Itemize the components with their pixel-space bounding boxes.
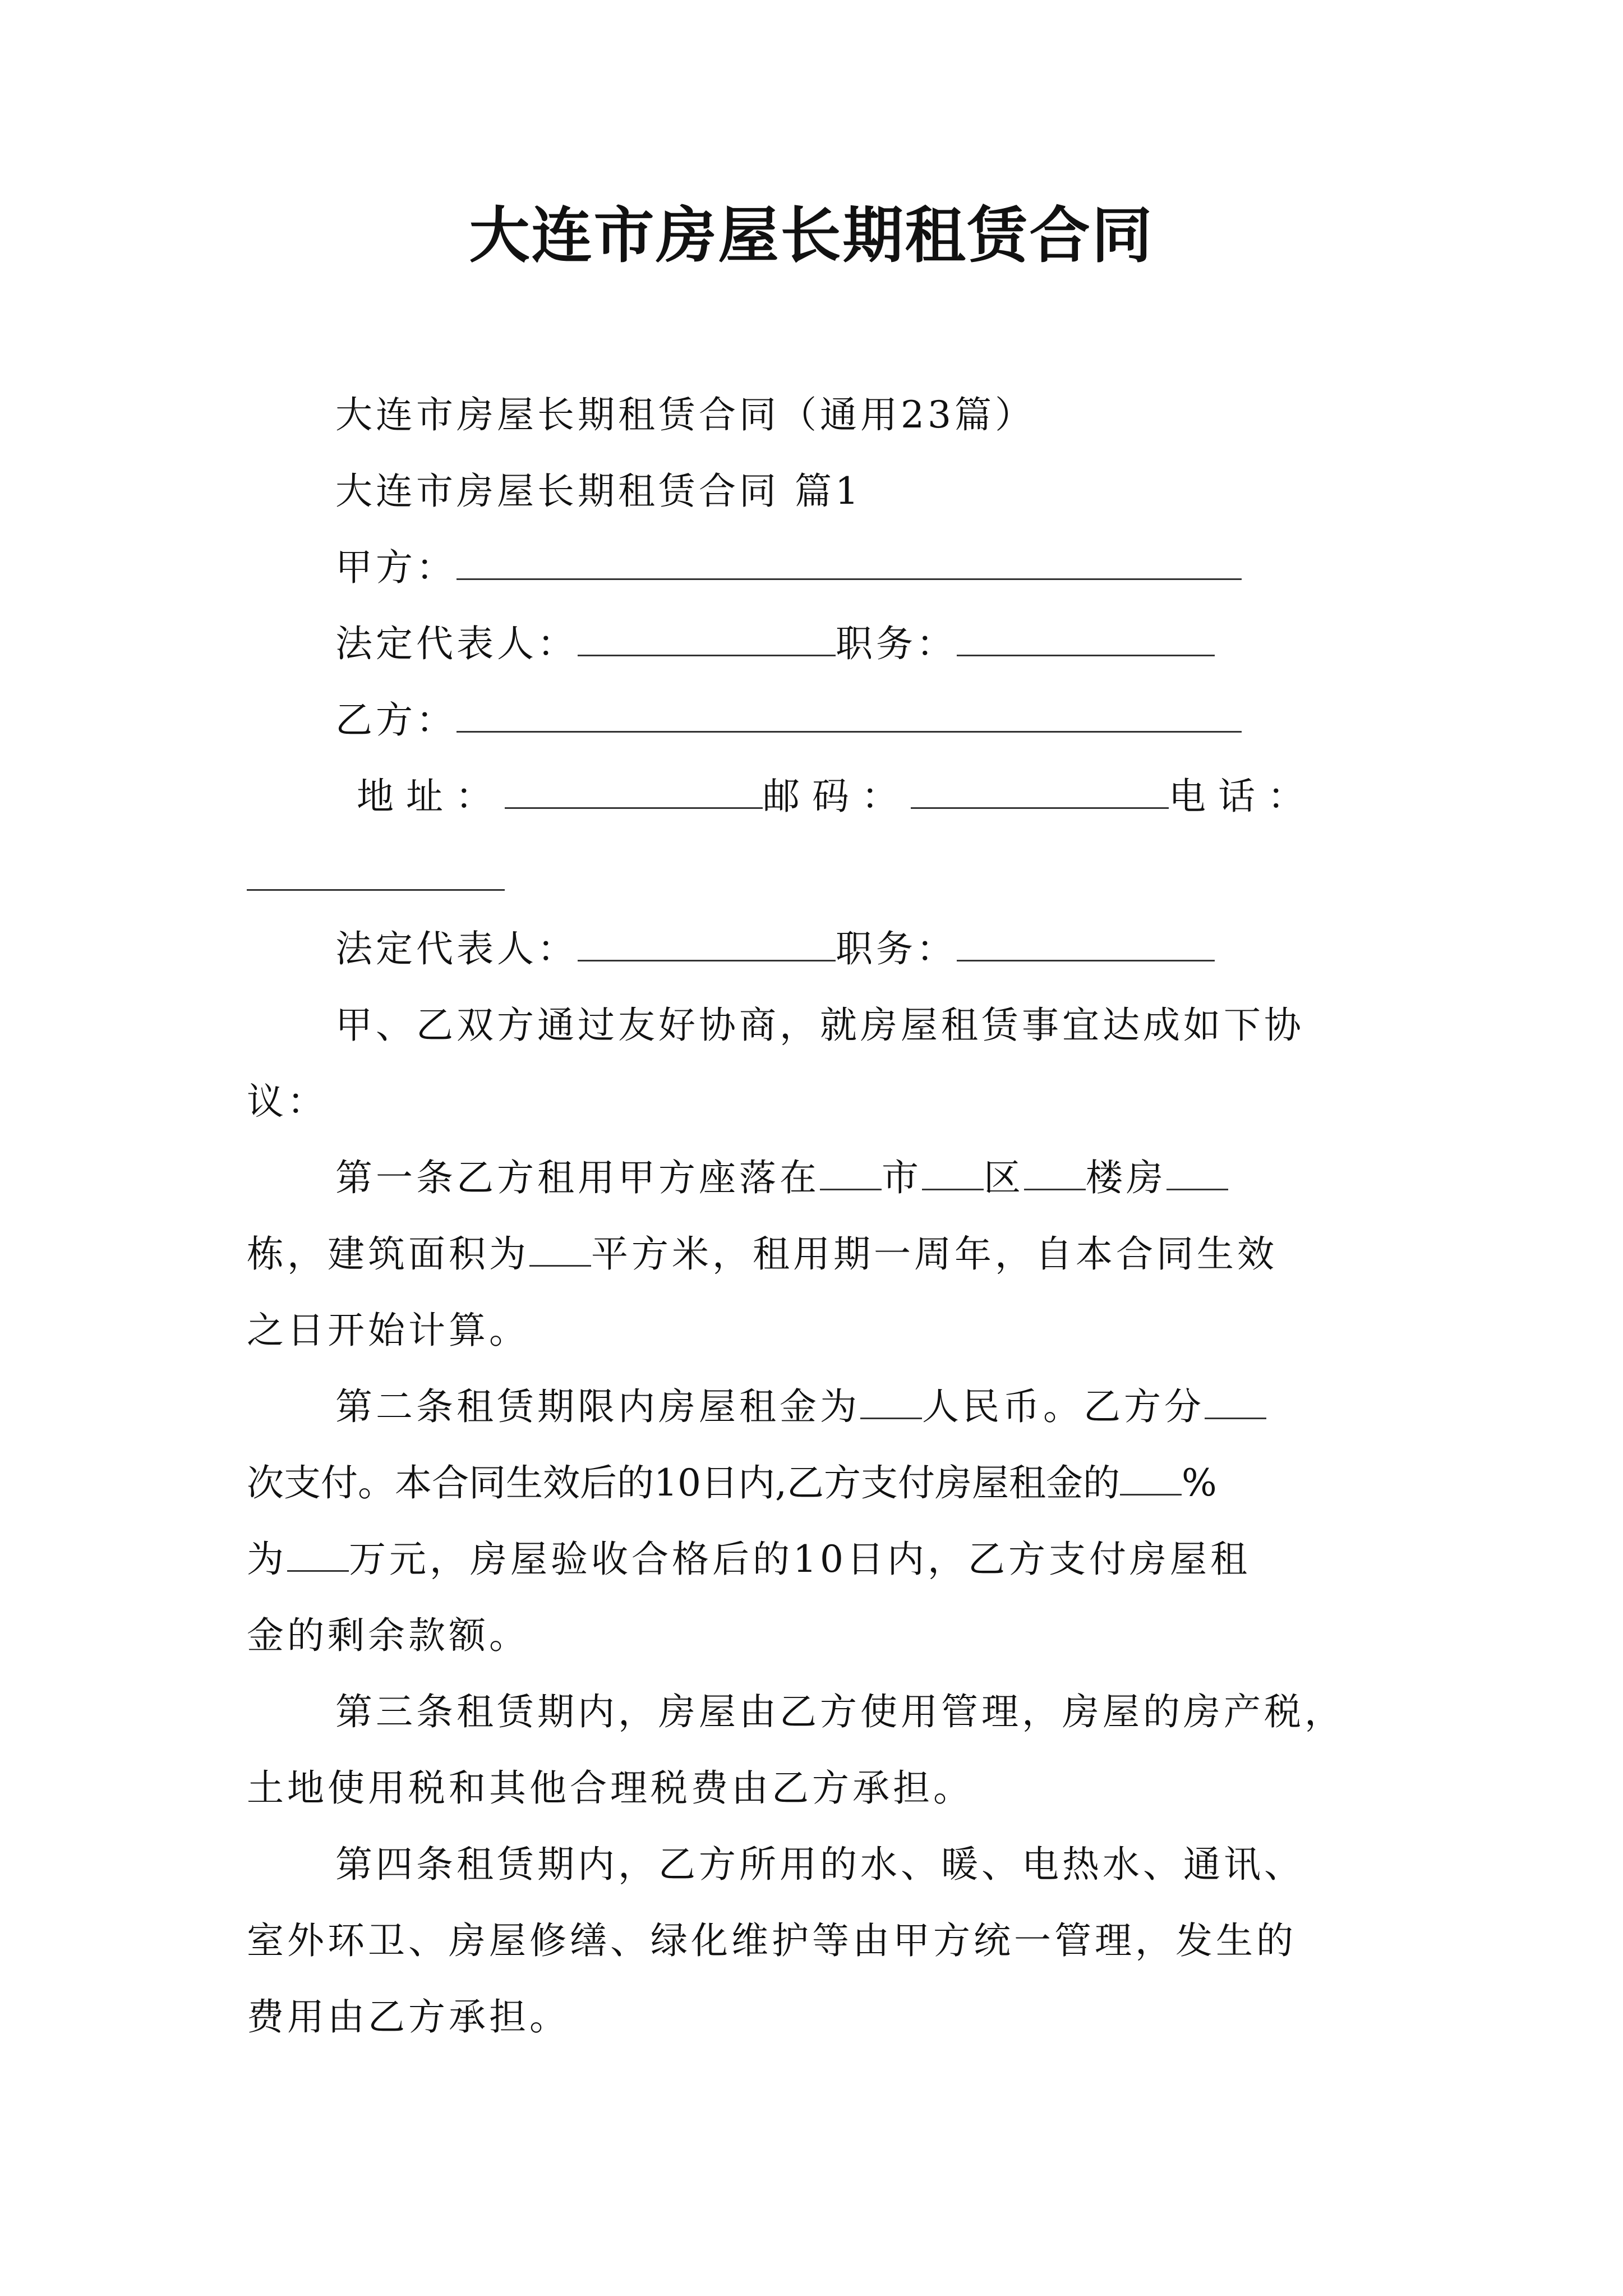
article-3-line-1: 第三条租赁期内，房屋由乙方使用管理，房屋的房产税， bbox=[335, 1690, 1345, 1733]
phone-field[interactable] bbox=[247, 889, 505, 891]
party-b-field[interactable] bbox=[457, 694, 1242, 733]
party-b-label: 乙方： bbox=[335, 698, 457, 742]
position-label-2: 职务： bbox=[836, 927, 957, 970]
party-a-field[interactable] bbox=[457, 541, 1242, 580]
installments-field[interactable] bbox=[1205, 1381, 1266, 1419]
position-field[interactable] bbox=[957, 618, 1215, 656]
article-1-area-label: 栋，建筑面积为 bbox=[247, 1232, 529, 1276]
article-2-line-4: 金的剩余款额。 bbox=[247, 1614, 529, 1657]
article-1-district: 区 bbox=[984, 1156, 1024, 1199]
article-4-line-1: 第四条租赁期内，乙方所用的水、暖、电热水、通讯、 bbox=[335, 1843, 1304, 1886]
position-label: 职务： bbox=[836, 622, 957, 665]
article-1-term: 平方米，租用期一周年，自本合同生效 bbox=[591, 1232, 1278, 1276]
article-2-amount: 万元，房屋验收合格后的10日内，乙方支付房屋租 bbox=[349, 1538, 1251, 1581]
legal-rep-line bbox=[335, 606, 1384, 682]
area-field[interactable] bbox=[529, 1228, 591, 1267]
party-a-label: 甲方： bbox=[335, 546, 457, 589]
article-1-line-2 bbox=[247, 1216, 1380, 1292]
intro-line-1: 甲、乙双方通过友好协商，就房屋租赁事宜达成如下协 bbox=[335, 1004, 1304, 1047]
phone-label: 电话： bbox=[1169, 775, 1317, 818]
article-2-currency: 人民币。乙方分 bbox=[922, 1385, 1205, 1428]
building-field[interactable] bbox=[1024, 1152, 1086, 1190]
party-b-line bbox=[335, 682, 1384, 758]
article-4-line-3: 费用由乙方承担。 bbox=[247, 1995, 570, 2039]
city-field[interactable] bbox=[820, 1152, 882, 1190]
address-label: 地址： bbox=[357, 775, 505, 818]
legal-rep-field[interactable] bbox=[578, 618, 836, 656]
article-1-line-3: 之日开始计算。 bbox=[247, 1309, 529, 1352]
legal-rep-label-2: 法定代表人： bbox=[335, 927, 578, 970]
postcode-field[interactable] bbox=[911, 770, 1169, 809]
article-1-building: 楼房 bbox=[1086, 1156, 1166, 1199]
legal-rep-field-2[interactable] bbox=[578, 923, 836, 961]
article-1-city: 市 bbox=[882, 1156, 922, 1199]
position-field-2[interactable] bbox=[957, 923, 1215, 961]
amount-field[interactable] bbox=[287, 1533, 349, 1572]
legal-rep-label: 法定代表人： bbox=[335, 622, 578, 665]
party-a-line bbox=[335, 530, 1384, 606]
rent-field[interactable] bbox=[860, 1381, 922, 1419]
intro-line-2: 议： bbox=[247, 1080, 328, 1123]
article-1-line-1 bbox=[335, 1140, 1384, 1216]
postcode-label: 邮码： bbox=[763, 775, 911, 818]
article-2-payment: 次支付。本合同生效后的10日内,乙方支付房屋租金的 bbox=[247, 1461, 1120, 1504]
article-4-line-2: 室外环卫、房屋修缮、绿化维护等由甲方统一管理，发生的 bbox=[247, 1919, 1297, 1962]
article-2-line-2 bbox=[247, 1445, 1380, 1521]
article-2-line-1 bbox=[335, 1369, 1384, 1445]
unit-field[interactable] bbox=[1166, 1152, 1228, 1190]
percent-field[interactable] bbox=[1120, 1457, 1182, 1496]
legal-rep-line-2 bbox=[335, 911, 1384, 987]
document-title: 大连市房屋长期租赁合同 bbox=[469, 200, 1154, 271]
document-subtitle: 大连市房屋长期租赁合同（通用23篇） bbox=[335, 393, 1035, 436]
contact-line bbox=[357, 758, 1405, 835]
district-field[interactable] bbox=[922, 1152, 984, 1190]
article-2-as: 为 bbox=[247, 1538, 287, 1581]
section-heading: 大连市房屋长期租赁合同 篇1 bbox=[335, 470, 862, 513]
article-2-percent: % bbox=[1181, 1461, 1217, 1504]
article-2-line-3 bbox=[247, 1521, 1380, 1598]
article-2-text: 第二条租赁期限内房屋租金为 bbox=[335, 1385, 860, 1428]
address-field[interactable] bbox=[505, 770, 763, 809]
article-3-line-2: 土地使用税和其他合理税费由乙方承担。 bbox=[247, 1766, 974, 1810]
article-1-text: 第一条乙方租用甲方座落在 bbox=[335, 1156, 820, 1199]
